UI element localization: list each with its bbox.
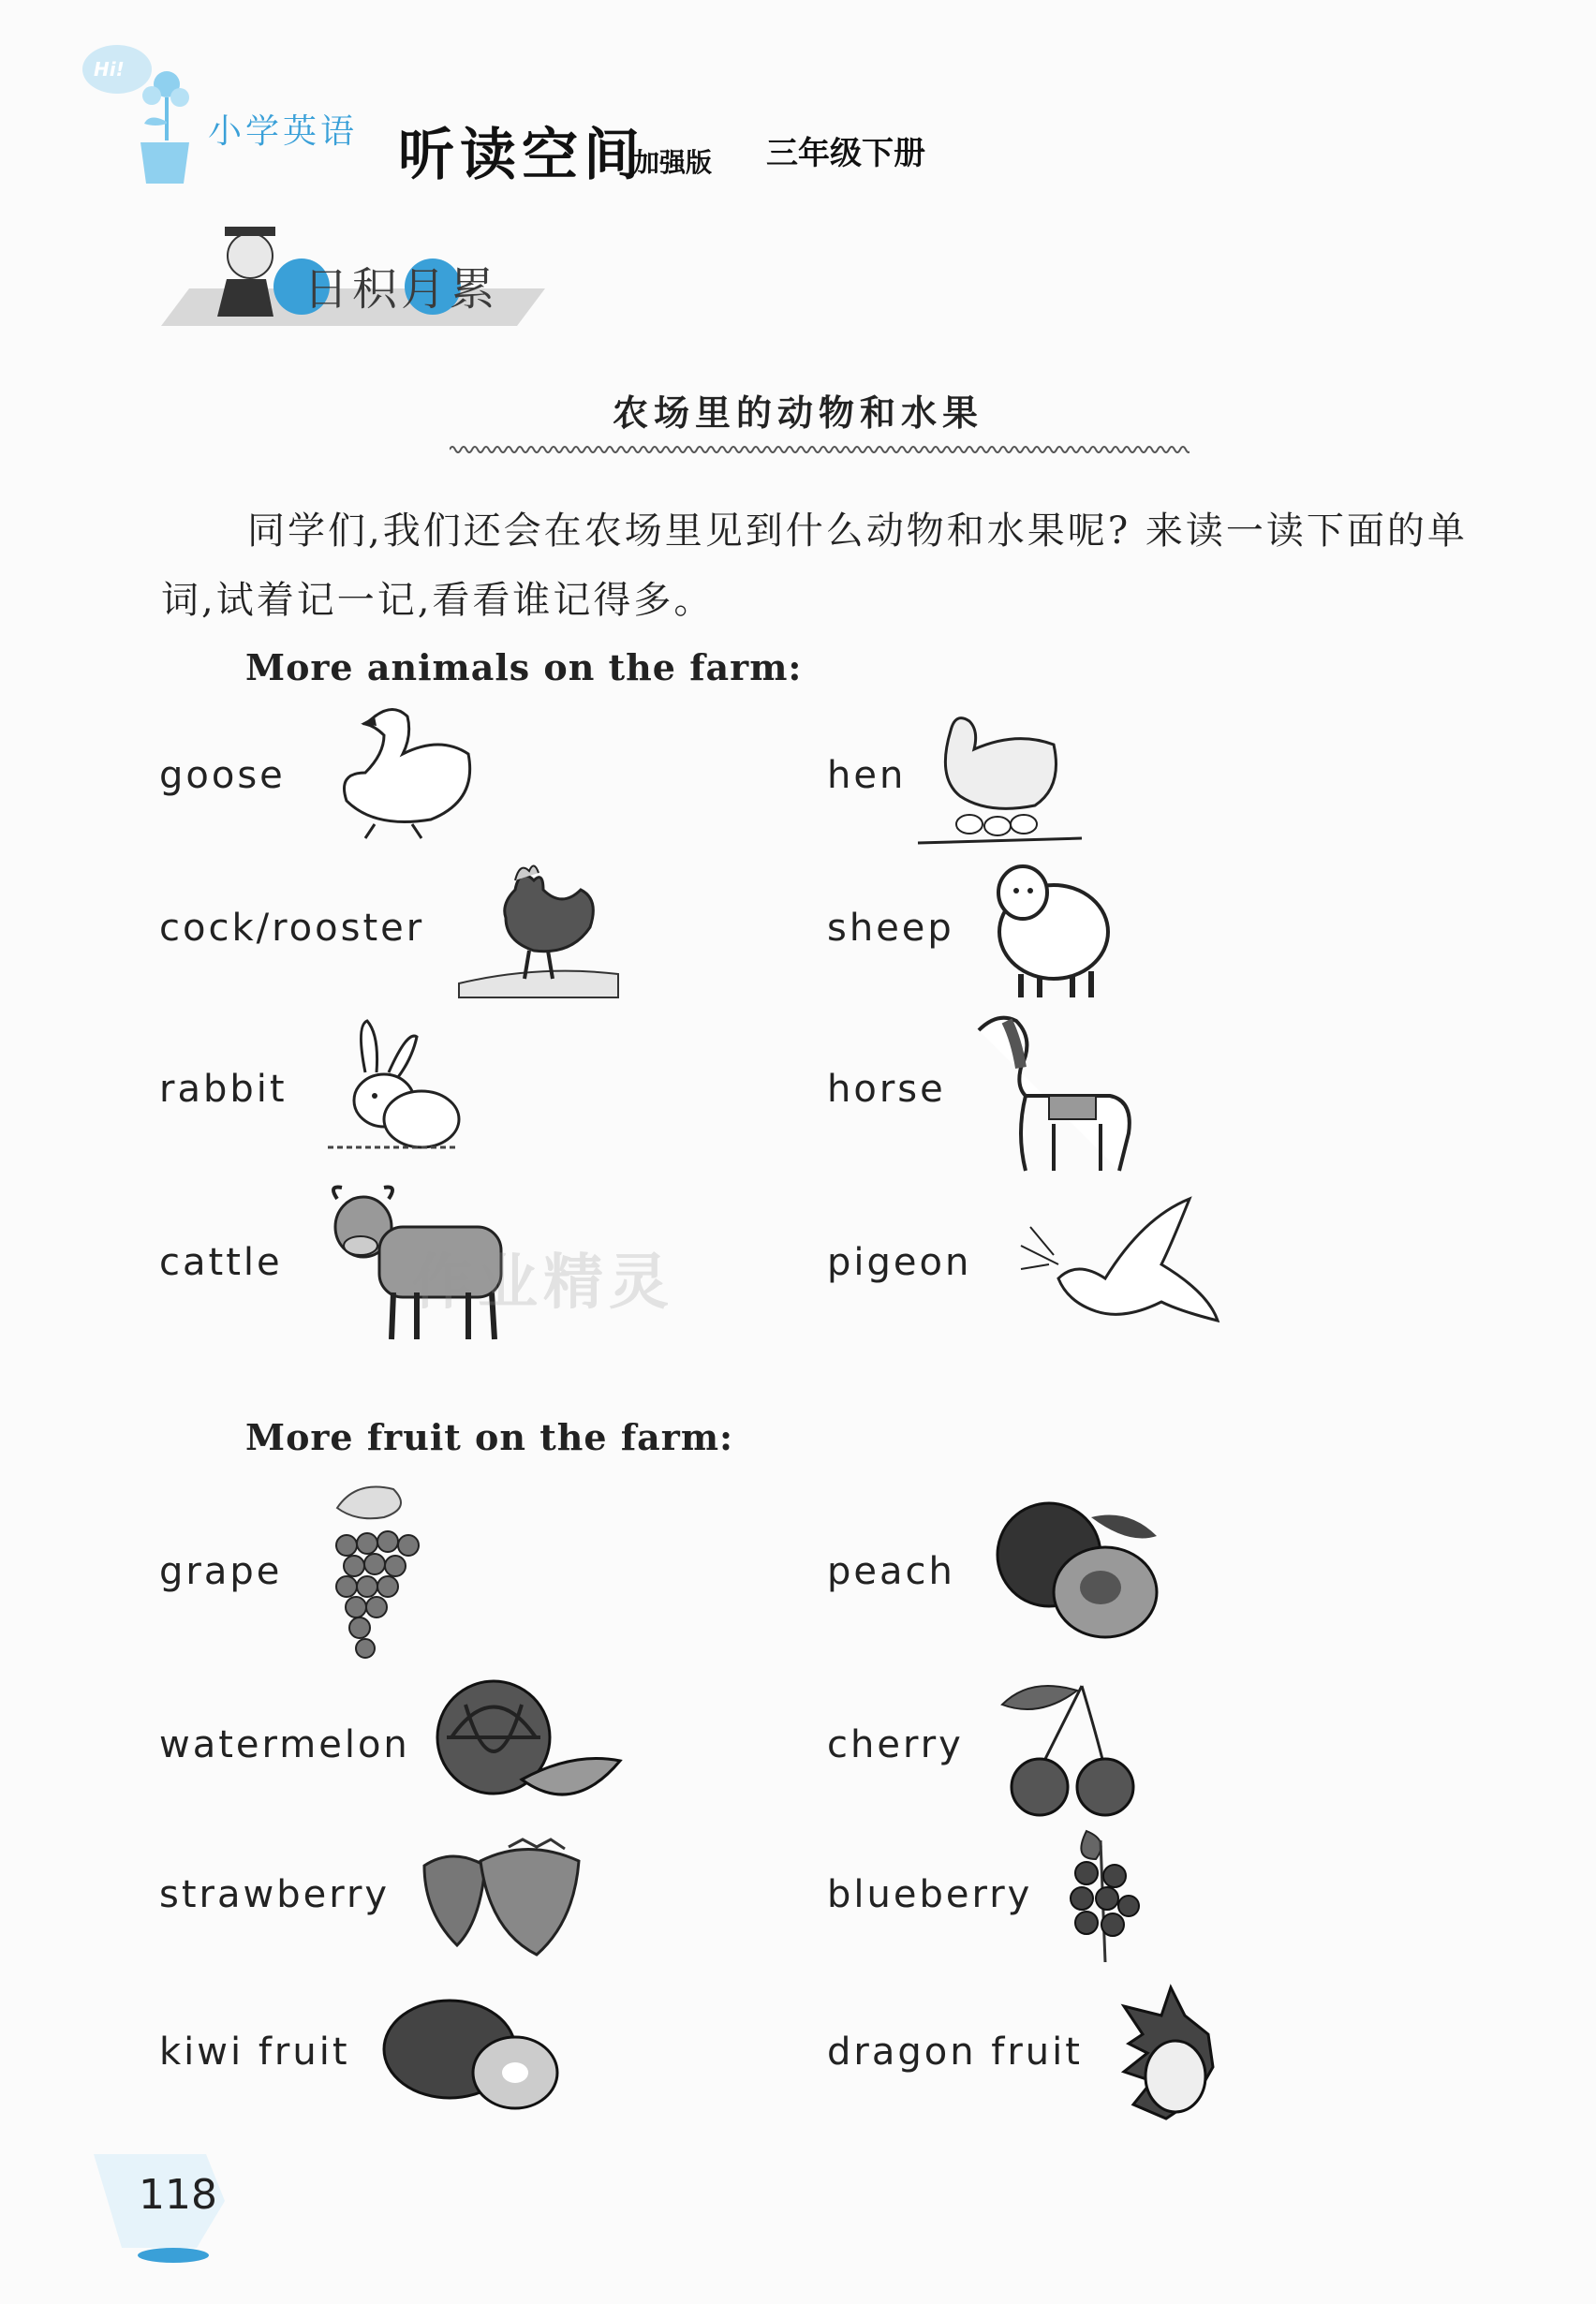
peach-icon — [988, 1499, 1161, 1644]
rooster-icon — [450, 852, 628, 1002]
strawberry-icon — [415, 1838, 588, 1959]
vocab-word: kiwi fruit — [159, 2031, 350, 2074]
section-title: 日积月累 — [303, 263, 499, 316]
edition-label: 加强版 — [633, 147, 713, 178]
rabbit-icon — [318, 1016, 468, 1161]
grade-label: 三年级下册 — [766, 135, 925, 172]
goose-icon — [318, 698, 487, 848]
vocab-word: goose — [159, 754, 286, 797]
vocab-word: strawberry — [159, 1873, 391, 1916]
vocab-word: horse — [827, 1068, 946, 1111]
page-title: 农场里的动物和水果 — [612, 392, 983, 434]
series-name: 小学英语 — [208, 112, 359, 151]
vocab-word: pigeon — [827, 1241, 972, 1284]
fruit-heading: More fruit on the farm: — [245, 1416, 734, 1458]
vocab-word: watermelon — [159, 1723, 410, 1766]
dragon-fruit-icon — [1105, 1978, 1227, 2133]
grape-icon — [318, 1480, 431, 1667]
hen-icon — [913, 702, 1086, 852]
hi-label: Hi! — [94, 58, 125, 81]
cherry-icon — [993, 1676, 1147, 1817]
vocab-word: cattle — [159, 1241, 283, 1284]
flower-pot-icon — [131, 66, 197, 187]
vocab-word: cherry — [827, 1723, 964, 1766]
watermark-text: 作业精灵 — [412, 1248, 674, 1318]
vocab-word: blueberry — [827, 1873, 1033, 1916]
horse-icon — [969, 1012, 1147, 1175]
kiwi-icon — [379, 1993, 562, 2115]
vocab-word: sheep — [827, 907, 954, 950]
vocab-word: peach — [827, 1550, 955, 1593]
wavy-divider — [450, 440, 1190, 459]
intro-paragraph: 同学们,我们还会在农场里见到什么动物和水果呢? 来读一读下面的单词,试着记一记,看看谁记得多。 — [161, 510, 1468, 622]
vocab-word: rabbit — [159, 1068, 288, 1111]
page-number: 118 — [139, 2171, 217, 2219]
animals-heading: More animals on the farm: — [245, 646, 803, 688]
vocab-word: cock/rooster — [159, 907, 425, 950]
vocab-word: hen — [827, 754, 907, 797]
watermelon-icon — [433, 1676, 625, 1808]
blueberry-icon — [1058, 1822, 1147, 1967]
brand-title: 听读空间 — [398, 123, 645, 188]
vocab-word: dragon fruit — [827, 2031, 1083, 2074]
vocab-word: grape — [159, 1550, 283, 1593]
pigeon-icon — [1002, 1189, 1227, 1339]
sheep-icon — [983, 857, 1115, 1002]
